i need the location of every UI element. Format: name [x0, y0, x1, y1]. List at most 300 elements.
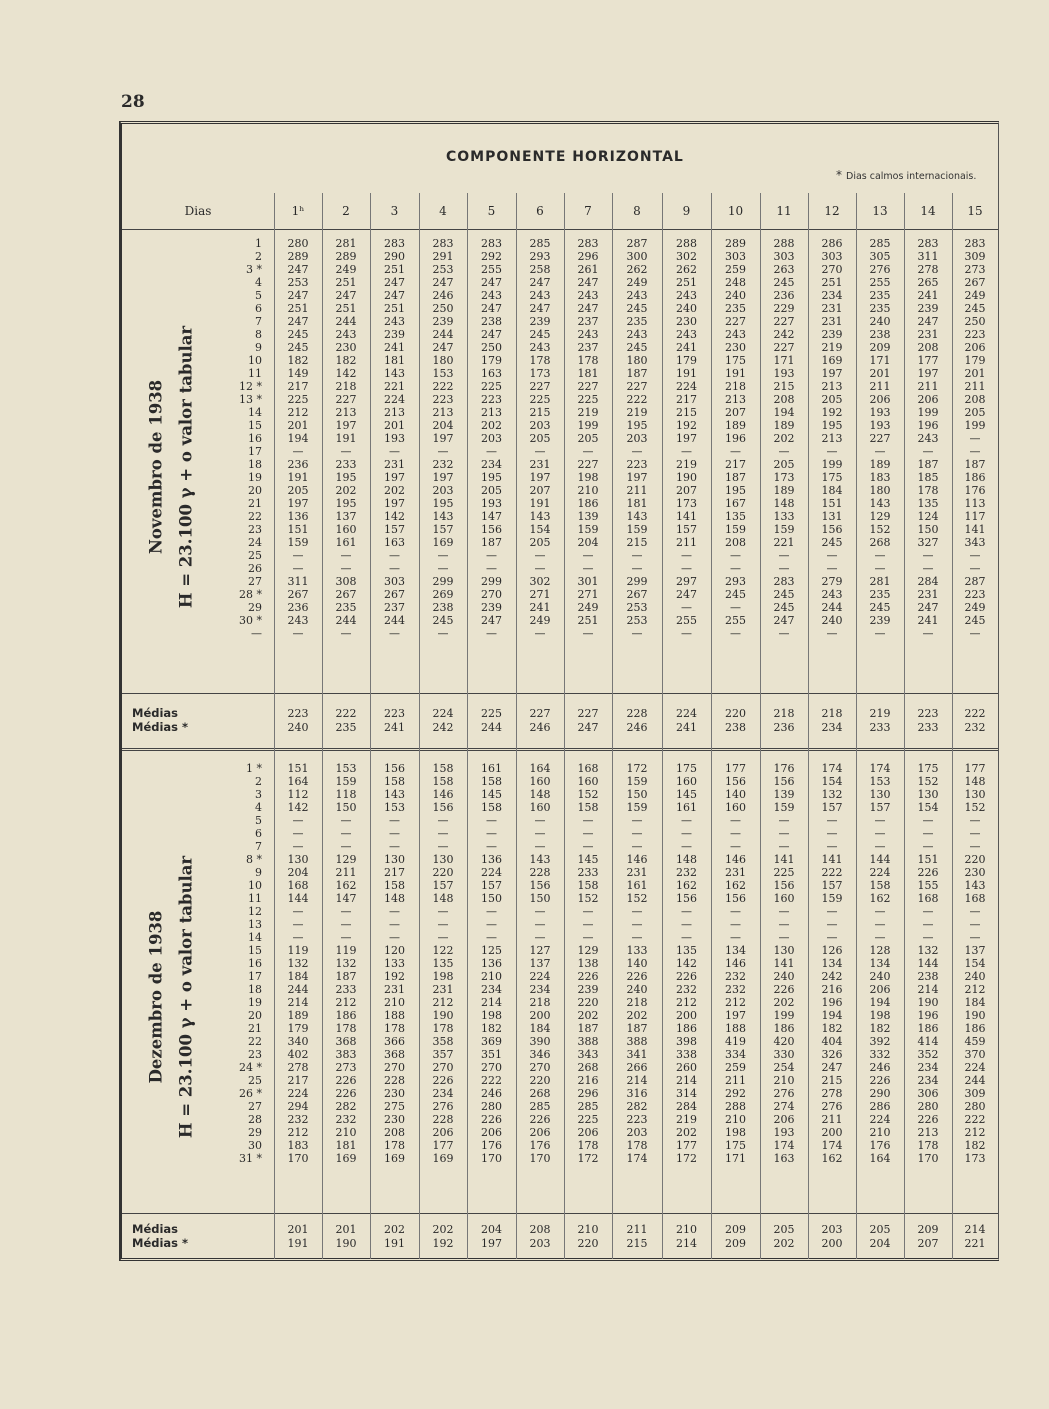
table-cell: 253: [432, 263, 454, 276]
table-cell: 266: [626, 1061, 648, 1074]
page-number: 28: [121, 92, 145, 112]
table-cell: 204: [577, 536, 599, 549]
table-cell: 414: [917, 1035, 939, 1048]
table-cell: 253: [626, 614, 648, 627]
table-cell: 232: [287, 1113, 309, 1126]
table-cell: 419: [725, 1035, 746, 1048]
day-label: 29: [248, 1126, 262, 1139]
table-cell: 194: [773, 406, 795, 419]
table-cell: 156: [384, 762, 405, 775]
day-label: 11: [248, 367, 262, 380]
table-cell: 270: [821, 263, 843, 276]
table-cell: 222: [626, 393, 648, 406]
table-cell: 330: [773, 1048, 795, 1061]
table-cell: 141: [821, 853, 843, 866]
table-cell: 227: [773, 315, 795, 328]
table-cell: 134: [821, 957, 843, 970]
table-cell: 135: [917, 497, 939, 510]
table-cell: 213: [725, 393, 746, 406]
table-cell: 225: [287, 393, 309, 406]
table-cell: 220: [577, 996, 599, 1009]
table-cell: 158: [384, 775, 405, 788]
table-cell: 243: [529, 289, 551, 302]
table-cell: 176: [964, 484, 986, 497]
table-cell: 283: [577, 237, 599, 250]
table-cell: 222: [964, 1113, 986, 1126]
table-cell: —: [778, 918, 790, 931]
table-cell: 198: [432, 970, 454, 983]
table-cell: —: [437, 918, 449, 931]
media-cell: 205: [773, 1223, 795, 1236]
table-cell: 242: [773, 328, 795, 341]
table-cell: 119: [287, 944, 309, 957]
table-cell: 225: [529, 393, 551, 406]
media-star-cell: 247: [577, 721, 599, 734]
table-cell: 212: [964, 983, 986, 996]
table-cell: 231: [917, 588, 939, 601]
table-cell: 245: [626, 302, 648, 315]
table-cell: 202: [335, 484, 357, 497]
media-cell: 227: [529, 707, 551, 720]
table-cell: 132: [917, 944, 939, 957]
table-cell: 291: [432, 250, 454, 263]
table-cell: 176: [773, 762, 795, 775]
table-cell: —: [389, 918, 400, 931]
table-cell: 171: [773, 354, 795, 367]
day-label: 23: [248, 523, 262, 536]
day-label: 14: [248, 406, 262, 419]
media-cell: 222: [964, 707, 986, 720]
table-cell: 253: [626, 601, 648, 614]
day-label: 19: [248, 996, 262, 1009]
table-cell: 223: [626, 1113, 648, 1126]
table-cell: —: [631, 827, 643, 840]
table-cell: 205: [773, 458, 795, 471]
table-cell: —: [582, 840, 594, 853]
table-cell: 178: [384, 1139, 405, 1152]
table-cell: 156: [481, 523, 502, 536]
table-cell: 225: [577, 1113, 599, 1126]
table-cell: 182: [335, 354, 357, 367]
table-cell: 368: [384, 1048, 405, 1061]
table-cell: 332: [869, 1048, 891, 1061]
table-cell: 135: [432, 957, 454, 970]
calm-days-note-text: Dias calmos internacionais.: [846, 171, 977, 182]
table-cell: 152: [577, 788, 599, 801]
table-cell: 227: [529, 380, 551, 393]
media-cell: 223: [287, 707, 309, 720]
table-cell: —: [778, 840, 790, 853]
table-cell: 251: [384, 263, 405, 276]
table-cell: 160: [676, 775, 697, 788]
table-cell: 216: [821, 983, 843, 996]
table-cell: 154: [964, 957, 986, 970]
table-cell: 203: [432, 484, 454, 497]
table-cell: 203: [626, 432, 648, 445]
table-cell: 289: [725, 237, 746, 250]
table-cell: 148: [384, 892, 405, 905]
row-divider: [122, 229, 998, 230]
table-cell: 292: [481, 250, 502, 263]
table-cell: 212: [432, 996, 454, 1009]
table-cell: 148: [964, 775, 986, 788]
table-cell: 129: [577, 944, 599, 957]
table-cell: 246: [869, 1061, 891, 1074]
table-cell: 230: [335, 341, 357, 354]
table-cell: —: [582, 549, 594, 562]
table-cell: 210: [384, 996, 405, 1009]
table-cell: 214: [481, 996, 502, 1009]
media-star-cell: 220: [577, 1237, 599, 1250]
media-star-cell: 215: [626, 1237, 648, 1250]
table-cell: 176: [481, 1139, 502, 1152]
table-cell: 224: [869, 866, 891, 879]
table-cell: 189: [773, 419, 795, 432]
table-cell: —: [292, 549, 304, 562]
table-cell: 205: [821, 393, 843, 406]
table-cell: 232: [676, 983, 697, 996]
table-cell: 383: [335, 1048, 357, 1061]
table-cell: —: [778, 905, 790, 918]
table-cell: 183: [287, 1139, 309, 1152]
table-cell: 143: [529, 510, 551, 523]
table-cell: 205: [529, 536, 551, 549]
table-cell: 247: [384, 276, 405, 289]
table-cell: 143: [869, 497, 891, 510]
table-cell: —: [922, 445, 934, 458]
table-cell: 187: [725, 471, 746, 484]
table-cell: 120: [384, 944, 405, 957]
table-cell: —: [389, 549, 400, 562]
table-cell: 270: [384, 1061, 405, 1074]
table-cell: 173: [964, 1152, 986, 1165]
table-cell: —: [730, 549, 741, 562]
table-cell: 208: [773, 393, 795, 406]
table-cell: 191: [529, 497, 551, 510]
table-cell: 189: [869, 458, 891, 471]
media-cell: 201: [287, 1223, 309, 1236]
table-cell: 243: [481, 289, 502, 302]
table-cell: 197: [335, 419, 357, 432]
table-cell: 223: [964, 328, 986, 341]
table-cell: 158: [481, 775, 502, 788]
table-cell: 215: [773, 380, 795, 393]
table-cell: 290: [384, 250, 405, 263]
day-label: 17: [248, 970, 262, 983]
day-label: 27: [248, 575, 262, 588]
table-cell: 145: [676, 788, 697, 801]
table-cell: 200: [676, 1009, 697, 1022]
table-cell: —: [486, 627, 497, 640]
table-cell: —: [340, 918, 352, 931]
table-cell: 154: [821, 775, 843, 788]
table-cell: 267: [287, 588, 309, 601]
table-cell: 142: [335, 367, 357, 380]
table-cell: 224: [676, 380, 697, 393]
table-cell: 170: [287, 1152, 309, 1165]
table-cell: 213: [384, 406, 405, 419]
table-cell: 217: [287, 1074, 309, 1087]
table-cell: 234: [432, 1087, 454, 1100]
table-cell: 283: [917, 237, 939, 250]
table-cell: 187: [964, 458, 986, 471]
table-cell: 240: [869, 970, 891, 983]
table-cell: —: [778, 549, 790, 562]
table-cell: 156: [773, 879, 795, 892]
table-cell: 184: [529, 1022, 551, 1035]
table-cell: 255: [869, 276, 891, 289]
table-cell: 197: [626, 471, 648, 484]
table-cell: 245: [432, 614, 454, 627]
table-cell: —: [437, 905, 449, 918]
table-cell: 204: [432, 419, 454, 432]
table-cell: 241: [917, 289, 939, 302]
table-cell: —: [437, 840, 449, 853]
table-cell: 184: [821, 484, 843, 497]
table-cell: 276: [432, 1100, 454, 1113]
table-cell: —: [969, 931, 981, 944]
table-cell: 303: [773, 250, 795, 263]
media-star-cell: 233: [917, 721, 939, 734]
media-cell: 205: [869, 1223, 891, 1236]
table-cell: —: [292, 931, 304, 944]
table-cell: 177: [725, 762, 746, 775]
table-cell: 369: [481, 1035, 502, 1048]
day-label: 6: [255, 302, 262, 315]
table-cell: 129: [869, 510, 891, 523]
table-cell: 289: [335, 250, 357, 263]
table-cell: —: [969, 562, 981, 575]
table-cell: 173: [676, 497, 697, 510]
hour-header-9: 9: [682, 204, 691, 218]
table-cell: —: [582, 627, 594, 640]
table-cell: 207: [529, 484, 551, 497]
table-cell: 174: [821, 762, 843, 775]
table-cell: 174: [821, 1139, 843, 1152]
table-cell: 241: [384, 341, 405, 354]
media-star-cell: 190: [335, 1237, 357, 1250]
table-cell: 280: [964, 1100, 986, 1113]
day-label: 13 *: [239, 393, 262, 406]
medias-star-label: Médias *: [132, 720, 189, 734]
table-cell: —: [437, 827, 449, 840]
table-cell: 214: [287, 996, 309, 1009]
table-cell: 234: [481, 458, 502, 471]
table-cell: 271: [529, 588, 551, 601]
table-cell: —: [340, 445, 352, 458]
table-cell: 220: [432, 866, 454, 879]
table-cell: 235: [626, 315, 648, 328]
table-cell: —: [969, 549, 981, 562]
table-cell: 149: [287, 367, 309, 380]
media-star-cell: 202: [773, 1237, 795, 1250]
table-cell: 125: [481, 944, 502, 957]
table-cell: 268: [529, 1087, 551, 1100]
table-cell: 206: [481, 1126, 502, 1139]
table-cell: 203: [626, 1126, 648, 1139]
table-cell: 223: [964, 588, 986, 601]
table-cell: 280: [481, 1100, 502, 1113]
table-cell: 231: [917, 328, 939, 341]
table-cell: 202: [384, 484, 405, 497]
media-star-cell: 200: [821, 1237, 843, 1250]
table-cell: 178: [577, 354, 599, 367]
table-cell: 156: [529, 879, 551, 892]
table-cell: 203: [529, 419, 551, 432]
table-cell: 193: [773, 367, 795, 380]
table-cell: 212: [287, 1126, 309, 1139]
table-cell: 247: [287, 315, 309, 328]
table-cell: 162: [676, 879, 697, 892]
table-cell: —: [922, 814, 934, 827]
table-cell: 192: [676, 419, 697, 432]
table-cell: 238: [917, 970, 939, 983]
table-cell: 141: [773, 957, 795, 970]
table-cell: 161: [676, 801, 697, 814]
table-cell: 205: [481, 484, 502, 497]
table-cell: —: [778, 445, 790, 458]
table-cell: 245: [529, 328, 551, 341]
table-cell: —: [631, 905, 643, 918]
table-cell: 245: [964, 614, 986, 627]
table-cell: —: [730, 840, 741, 853]
table-cell: 217: [384, 866, 405, 879]
table-cell: 231: [626, 866, 648, 879]
table-cell: 197: [917, 367, 939, 380]
table-cell: 169: [432, 536, 454, 549]
table-cell: 206: [432, 1126, 454, 1139]
table-cell: 258: [529, 263, 551, 276]
table-cell: 189: [725, 419, 746, 432]
table-cell: 184: [964, 996, 986, 1009]
table-cell: 210: [481, 970, 502, 983]
table-cell: 137: [335, 510, 357, 523]
table-cell: 128: [869, 944, 891, 957]
table-cell: 178: [335, 1022, 357, 1035]
media-cell: 227: [577, 707, 599, 720]
table-cell: 232: [725, 970, 746, 983]
table-cell: 159: [626, 775, 648, 788]
table-cell: 199: [964, 419, 986, 432]
table-cell: 238: [869, 328, 891, 341]
table-cell: 178: [917, 1139, 939, 1152]
table-cell: 225: [481, 380, 502, 393]
table-cell: 303: [821, 250, 843, 263]
table-cell: 162: [725, 879, 746, 892]
table-cell: 265: [917, 276, 939, 289]
table-cell: 157: [821, 801, 843, 814]
table-cell: —: [292, 562, 304, 575]
table-cell: 305: [869, 250, 891, 263]
table-cell: 251: [287, 302, 309, 315]
table-cell: —: [874, 562, 886, 575]
hour-header-12: 12: [824, 204, 840, 218]
table-cell: 230: [384, 1113, 405, 1126]
table-cell: 194: [821, 1009, 843, 1022]
table-cell: 180: [869, 484, 891, 497]
hour-header-3: 3: [390, 204, 399, 218]
day-label: 12: [248, 905, 262, 918]
table-cell: 206: [869, 393, 891, 406]
table-cell: 186: [964, 1022, 986, 1035]
table-cell: 282: [335, 1100, 357, 1113]
table-cell: 206: [869, 983, 891, 996]
table-cell: 172: [676, 1152, 697, 1165]
table-cell: 388: [626, 1035, 648, 1048]
table-cell: 175: [676, 762, 697, 775]
table-cell: 188: [725, 1022, 746, 1035]
table-cell: 160: [773, 892, 795, 905]
table-cell: 153: [432, 367, 454, 380]
table-cell: 267: [335, 588, 357, 601]
table-cell: 233: [577, 866, 599, 879]
table-cell: 226: [529, 1113, 551, 1126]
table-cell: 148: [676, 853, 697, 866]
table-cell: 309: [964, 250, 986, 263]
table-cell: 219: [577, 406, 599, 419]
table-cell: —: [534, 905, 546, 918]
table-cell: 235: [869, 588, 891, 601]
table-cell: 211: [821, 1113, 843, 1126]
table-cell: 289: [287, 250, 309, 263]
day-label: 9: [255, 341, 262, 354]
table-cell: 181: [626, 497, 648, 510]
day-label: 7: [255, 840, 262, 853]
table-cell: 151: [287, 762, 309, 775]
table-cell: 239: [577, 983, 599, 996]
table-cell: 247: [481, 328, 502, 341]
table-cell: 137: [529, 957, 551, 970]
table-cell: 199: [577, 419, 599, 432]
table-cell: 283: [773, 575, 795, 588]
table-cell: 239: [869, 614, 891, 627]
table-cell: —: [486, 814, 497, 827]
table-cell: 253: [287, 276, 309, 289]
table-cell: 157: [481, 879, 502, 892]
table-cell: 232: [725, 983, 746, 996]
table-cell: 186: [577, 497, 599, 510]
table-cell: —: [582, 905, 594, 918]
table-cell: 171: [869, 354, 891, 367]
table-cell: 270: [481, 588, 502, 601]
table-cell: 244: [287, 983, 309, 996]
table-cell: —: [730, 445, 741, 458]
table-cell: 205: [287, 484, 309, 497]
table-cell: —: [340, 814, 352, 827]
table-cell: 224: [869, 1113, 891, 1126]
table-cell: 196: [917, 419, 939, 432]
table-cell: 226: [335, 1074, 357, 1087]
november-formula-label: H = 23.100 γ + o valor tabular: [176, 325, 196, 609]
table-cell: 190: [964, 1009, 986, 1022]
table-cell: 160: [529, 775, 551, 788]
table-cell: 130: [287, 853, 309, 866]
table-cell: 174: [626, 1152, 648, 1165]
table-cell: —: [340, 562, 352, 575]
table-cell: 341: [626, 1048, 648, 1061]
table-cell: 159: [626, 801, 648, 814]
media-star-cell: 204: [869, 1237, 891, 1250]
table-cell: 243: [577, 289, 599, 302]
table-cell: 250: [964, 315, 986, 328]
table-cell: 223: [432, 393, 454, 406]
table-cell: 358: [432, 1035, 454, 1048]
medias-star-label: Médias *: [132, 1236, 189, 1250]
table-cell: 225: [773, 866, 795, 879]
table-cell: 143: [384, 367, 405, 380]
december-month-label: Dezembro de 1938: [146, 910, 166, 1084]
table-cell: 159: [821, 892, 843, 905]
